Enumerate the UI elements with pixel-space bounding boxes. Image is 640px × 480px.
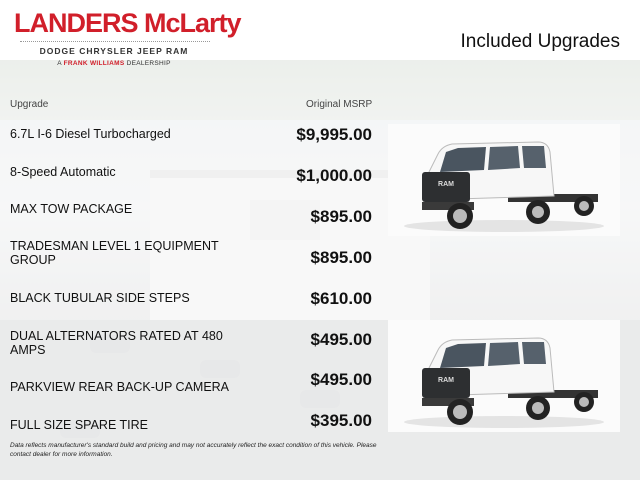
upgrade-price: $9,995.00 [296,125,372,144]
upgrade-name: FULL SIZE SPARE TIRE [10,418,149,432]
upgrade-name: MAX TOW PACKAGE [10,202,133,216]
upgrade-price: $395.00 [310,411,372,430]
svg-text:RAM: RAM [438,377,454,384]
upgrade-price: $495.00 [310,330,372,349]
upgrade-price: $495.00 [310,370,372,389]
logo-subtitle [14,60,214,67]
logo-wordmark: LANDERS McLarty [14,8,241,38]
truck-image-2 [388,320,620,432]
logo-sub-prefix: A [57,60,64,67]
upgrade-name: TRADESMAN LEVEL 1 EQUIPMENT GROUP [10,239,219,267]
upgrade-name: BLACK TUBULAR SIDE STEPS [10,291,190,305]
column-header-msrp: Original MSRP [306,99,373,110]
logo-sub-suffix: DEALERSHIP [124,60,171,67]
logo-brands: DODGE CHRYSLER JEEP RAM [39,46,189,56]
disclaimer: Data reflects manufacturer's standard build and pricing and may not accurately reflect the exact condition of this vehicle. Please contact dealer for more information. [10,442,377,458]
dealer-logo[interactable] [14,8,241,67]
upgrade-price: $895.00 [310,248,372,267]
upgrade-name: DUAL ALTERNATORS RATED AT 480 AMPS [10,329,223,357]
page-title: Included Upgrades [460,31,620,52]
truck-icon [388,320,620,432]
upgrade-price: $895.00 [310,207,372,226]
upgrade-name: 8-Speed Automatic [10,165,116,179]
upgrade-name: 6.7L I-6 Diesel Turbocharged [10,127,171,141]
truck-icon [388,124,620,236]
upgrade-price: $610.00 [310,289,372,308]
upgrade-price: $1,000.00 [296,166,372,185]
logo-divider [20,41,210,43]
column-header-upgrade: Upgrade [10,99,49,110]
logo-sub-brand: FRANK WILLIAMS [63,60,125,67]
truck-image-1 [388,124,620,236]
svg-text:RAM: RAM [438,181,454,188]
upgrade-name: PARKVIEW REAR BACK-UP CAMERA [10,380,230,394]
